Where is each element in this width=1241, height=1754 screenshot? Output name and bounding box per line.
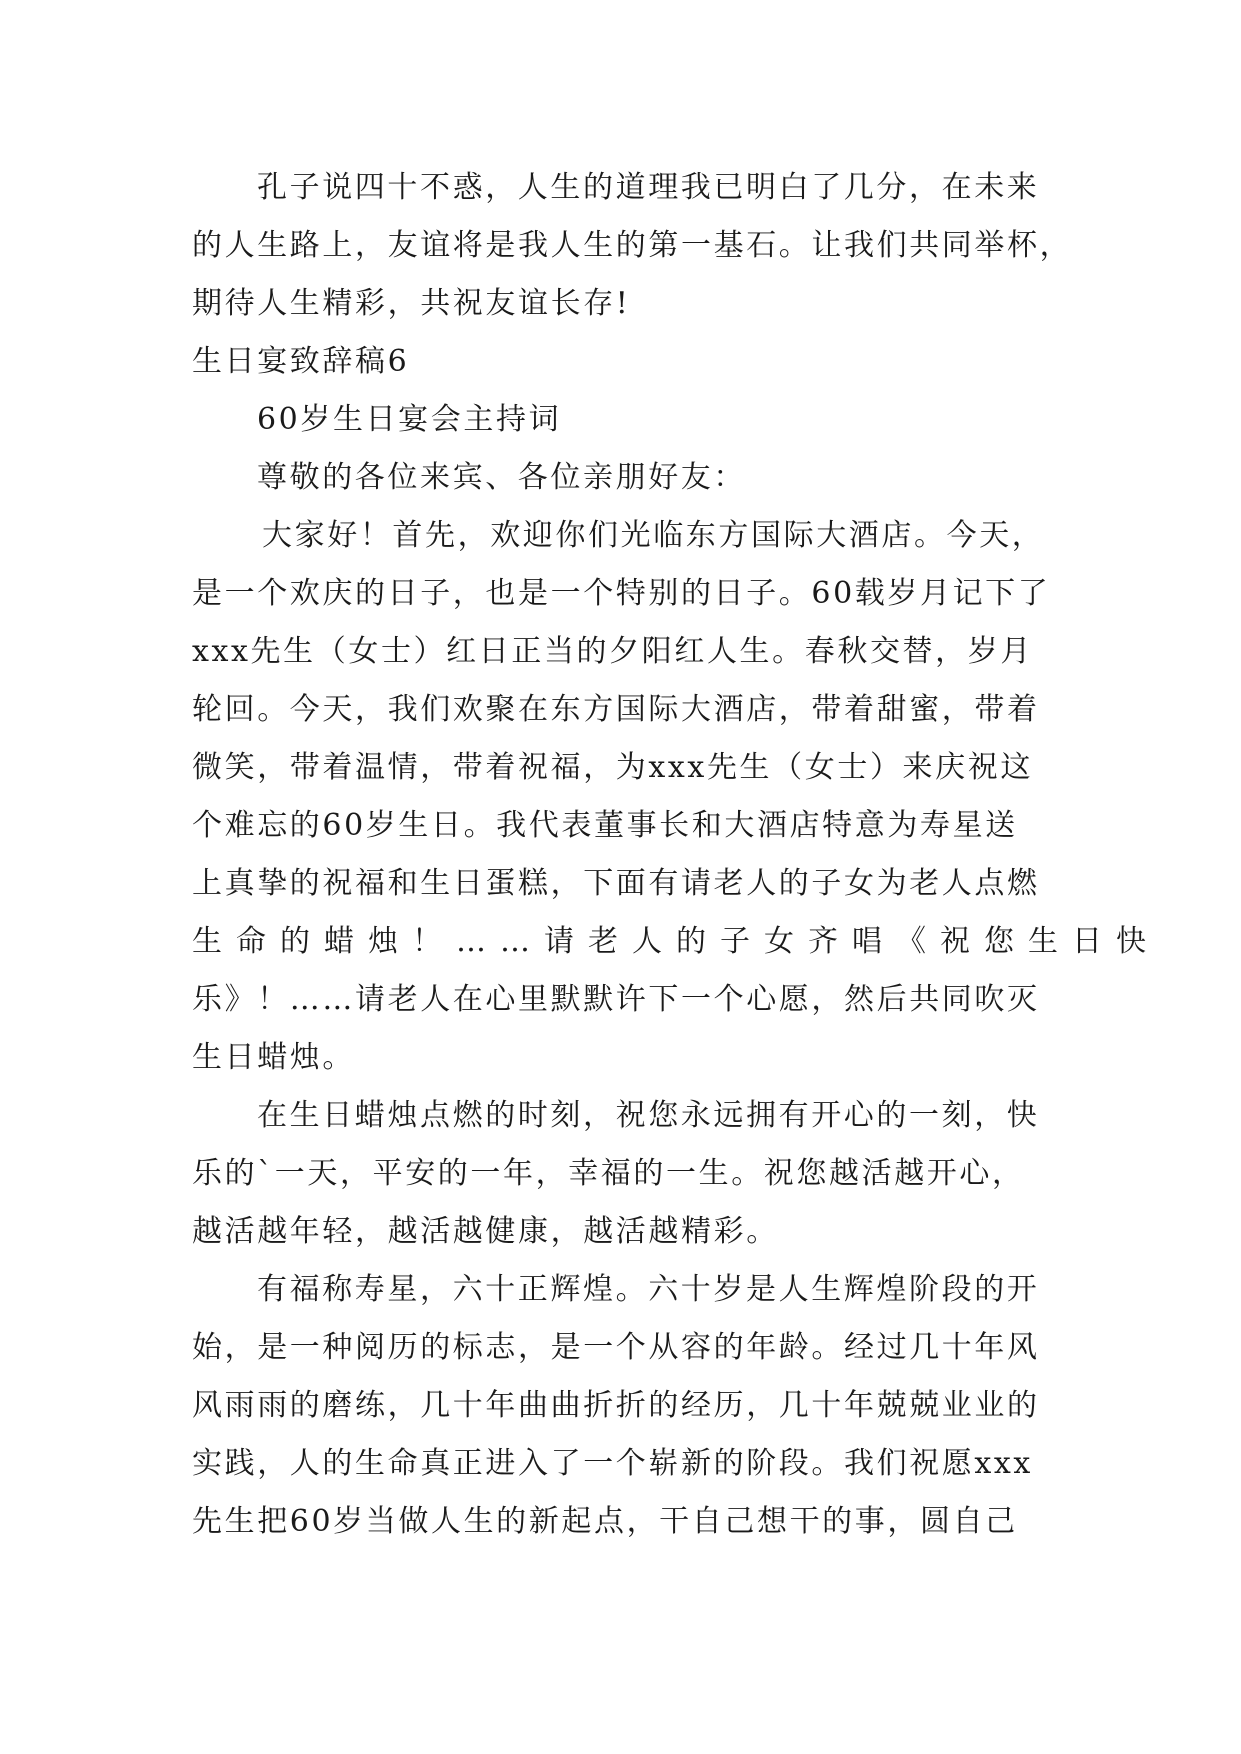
paragraph-line: 风雨雨的磨练，几十年曲曲折折的经历，几十年兢兢业业的 — [192, 1388, 1040, 1423]
paragraph-line: 期待人生精彩，共祝友谊长存! — [192, 286, 631, 321]
paragraph-line: 上真挚的祝福和生日蛋糕，下面有请老人的子女为老人点燃 — [192, 866, 1040, 901]
paragraph-line: 实践，人的生命真正进入了一个崭新的阶段。我们祝愿xxx — [192, 1446, 1033, 1481]
paragraph-line: 个难忘的60岁生日。我代表董事长和大酒店特意为寿星送 — [192, 808, 1018, 843]
paragraph-line: 的人生路上，友谊将是我人生的第一基石。让我们共同举杯， — [192, 228, 1073, 263]
salutation: 尊敬的各位来宾、各位亲朋好友： — [257, 460, 746, 495]
paragraph-line: 生日蜡烛。 — [192, 1040, 355, 1075]
paragraph-line: xxx先生（女士）红日正当的夕阳红人生。春秋交替，岁月 — [192, 634, 1033, 669]
paragraph-line: 生命的蜡烛！……请老人的子女齐唱《祝您生日快 — [192, 924, 1160, 959]
paragraph-line: 孔子说四十不惑，人生的道理我已明白了几分，在未来 — [257, 170, 1040, 205]
paragraph-line: 轮回。今天，我们欢聚在东方国际大酒店，带着甜蜜，带着 — [192, 692, 1040, 727]
paragraph-line: 有福称寿星，六十正辉煌。六十岁是人生辉煌阶段的开 — [257, 1272, 1040, 1307]
paragraph-line: 先生把60岁当做人生的新起点，干自己想干的事，圆自己 — [192, 1504, 1018, 1539]
paragraph-line: 乐》！……请老人在心里默默许下一个心愿，然后共同吹灭 — [192, 982, 1040, 1017]
paragraph-line: 乐的`一天，平安的一年，幸福的一生。祝您越活越开心， — [192, 1156, 1025, 1191]
paragraph-line: 是一个欢庆的日子，也是一个特别的日子。60载岁月记下了 — [192, 576, 1051, 611]
paragraph-line: 在生日蜡烛点燃的时刻，祝您永远拥有开心的一刻，快 — [257, 1098, 1040, 1133]
paragraph-line: 大家好！首先，欢迎你们光临东方国际大酒店。今天， — [262, 518, 1045, 553]
paragraph-line: 始，是一种阅历的标志，是一个从容的年龄。经过几十年风 — [192, 1330, 1040, 1365]
section-heading: 生日宴致辞稿6 — [192, 344, 410, 379]
paragraph-line: 越活越年轻，越活越健康，越活越精彩。 — [192, 1214, 779, 1249]
paragraph-line: 微笑，带着温情，带着祝福，为xxx先生（女士）来庆祝这 — [192, 750, 1033, 785]
document-subtitle: 60岁生日宴会主持词 — [257, 402, 562, 437]
